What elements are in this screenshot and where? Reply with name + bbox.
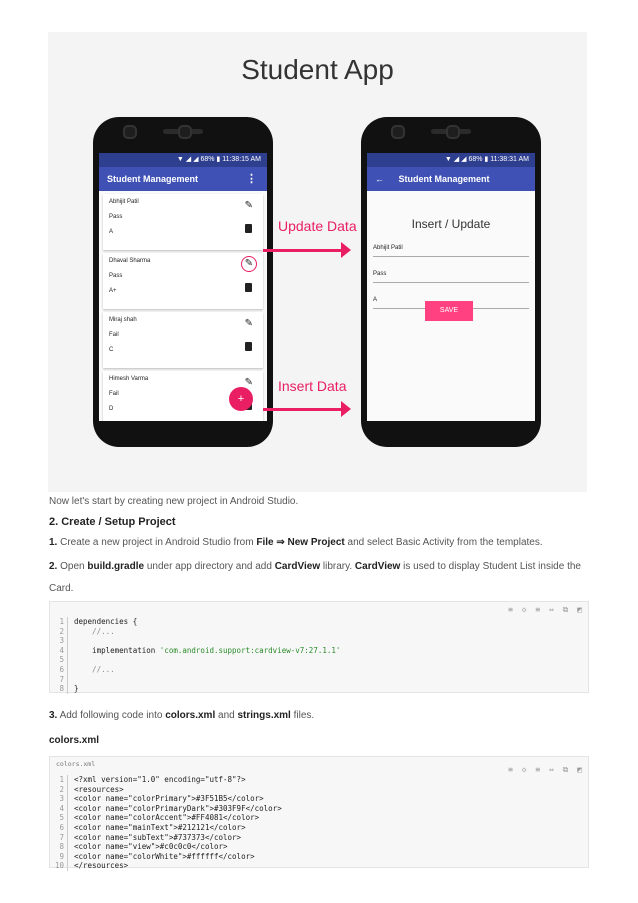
- hero-title: Student App: [241, 54, 394, 85]
- step-3: 3. Add following code into colors.xml and strings.xml files.: [49, 710, 315, 721]
- insert-arrowhead-icon: [341, 401, 351, 417]
- status-bar: ▼ ◢ ◢ 68% ▮ 11:38:15 AM: [99, 153, 267, 167]
- back-arrow-icon[interactable]: ←: [375, 174, 384, 184]
- left-phone: [93, 117, 273, 447]
- step-1: 1. Create a new project in Android Studio from File ⇒ New Project and select Basic Activity from the templates.: [49, 537, 543, 548]
- student-card[interactable]: [103, 312, 263, 368]
- edit-icon[interactable]: ✎: [244, 200, 253, 211]
- app-bar: [367, 167, 535, 191]
- student-card[interactable]: [103, 194, 263, 250]
- hero-illustration: [48, 32, 587, 492]
- delete-icon[interactable]: [245, 342, 252, 351]
- gradle-code-block: ≡ ◇ ≡ ⇔ ⧉ ◩ 1 dependencies { 2 //... 3 4 implementation 'com.android.support:cardview-v7:27.1.1' 5 6 //... 7 8 }: [49, 601, 589, 693]
- student-status: Pass: [109, 214, 123, 220]
- intro-text: Now let's start by creating new project in Android Studio.: [49, 496, 299, 507]
- list-screen: [99, 153, 267, 421]
- student-card[interactable]: [103, 253, 263, 309]
- code-toolbar[interactable]: ≡ ◇ ≡ ⇔ ⧉ ◩: [508, 605, 584, 614]
- update-arrowhead-icon: [341, 242, 351, 258]
- student-grade: A: [109, 229, 114, 235]
- delete-icon[interactable]: [245, 283, 252, 292]
- save-button[interactable]: SAVE: [425, 301, 473, 321]
- code-filename: colors.xml: [56, 760, 96, 768]
- form-screen: [367, 153, 535, 421]
- edit-icon[interactable]: ✎: [244, 377, 253, 388]
- right-phone: [361, 117, 541, 447]
- student-grade: D: [109, 406, 114, 412]
- student-name: Himesh Varma: [109, 376, 149, 382]
- student-status: Fail: [109, 391, 119, 397]
- insert-data-label: Insert Data: [278, 378, 347, 394]
- add-fab-button[interactable]: +: [229, 387, 253, 411]
- app-bar: [99, 167, 267, 191]
- update-data-label: Update Data: [278, 218, 357, 234]
- section-title: 2. Create / Setup Project: [49, 516, 176, 528]
- student-name: Dhaval Sharma: [109, 258, 151, 264]
- colors-xml-heading: colors.xml: [49, 735, 100, 746]
- code-toolbar[interactable]: ≡ ◇ ≡ ⇔ ⧉ ◩: [508, 765, 584, 774]
- step-2-continued: Card.: [49, 583, 74, 594]
- insert-arrow: [263, 408, 343, 411]
- delete-icon[interactable]: [245, 224, 252, 233]
- student-grade: C: [109, 347, 114, 353]
- form-title: Insert / Update: [411, 217, 491, 231]
- grade-field[interactable]: A: [373, 297, 529, 309]
- name-field[interactable]: Abhijit Patil: [373, 245, 529, 257]
- student-name: Miraj shah: [109, 317, 137, 323]
- colors-xml-code-block: colors.xml ≡ ◇ ≡ ⇔ ⧉ ◩ 1 <?xml version="1.0" encoding="utf-8"?> 2 <resources> 3 <color name="colorPrimary">#3F51B5</color> 4 <color name="colorPrimaryDark">#303F9F</color> 5 <color name="colorAccent">#FF4081</color> 6 <color name="mainText">#212121</color> 7 <color name="subText">#737373</color> 8 <color name="view">#c0c0c0</color> 9 <color name="colorWhite">#ffffff</color> 10 </resources>: [49, 756, 589, 868]
- status-bar: ▼ ◢ ◢ 68% ▮ 11:38:31 AM: [367, 153, 535, 167]
- status-field[interactable]: Pass: [373, 271, 529, 283]
- student-status: Fail: [109, 332, 119, 338]
- overflow-menu-icon[interactable]: ⋮: [246, 173, 257, 185]
- student-status: Pass: [109, 273, 123, 279]
- edit-icon[interactable]: ✎: [244, 318, 253, 329]
- update-arrow: [263, 249, 343, 252]
- student-grade: A+: [109, 288, 117, 294]
- step-2: 2. Open build.gradle under app directory and add CardView library. CardView is used to display Student List inside the: [49, 561, 581, 572]
- edit-icon[interactable]: ✎: [241, 256, 257, 272]
- student-name: Abhijit Patil: [109, 199, 139, 205]
- app-bar-title: Student Management: [398, 174, 490, 184]
- app-bar-title: Student Management: [107, 174, 199, 184]
